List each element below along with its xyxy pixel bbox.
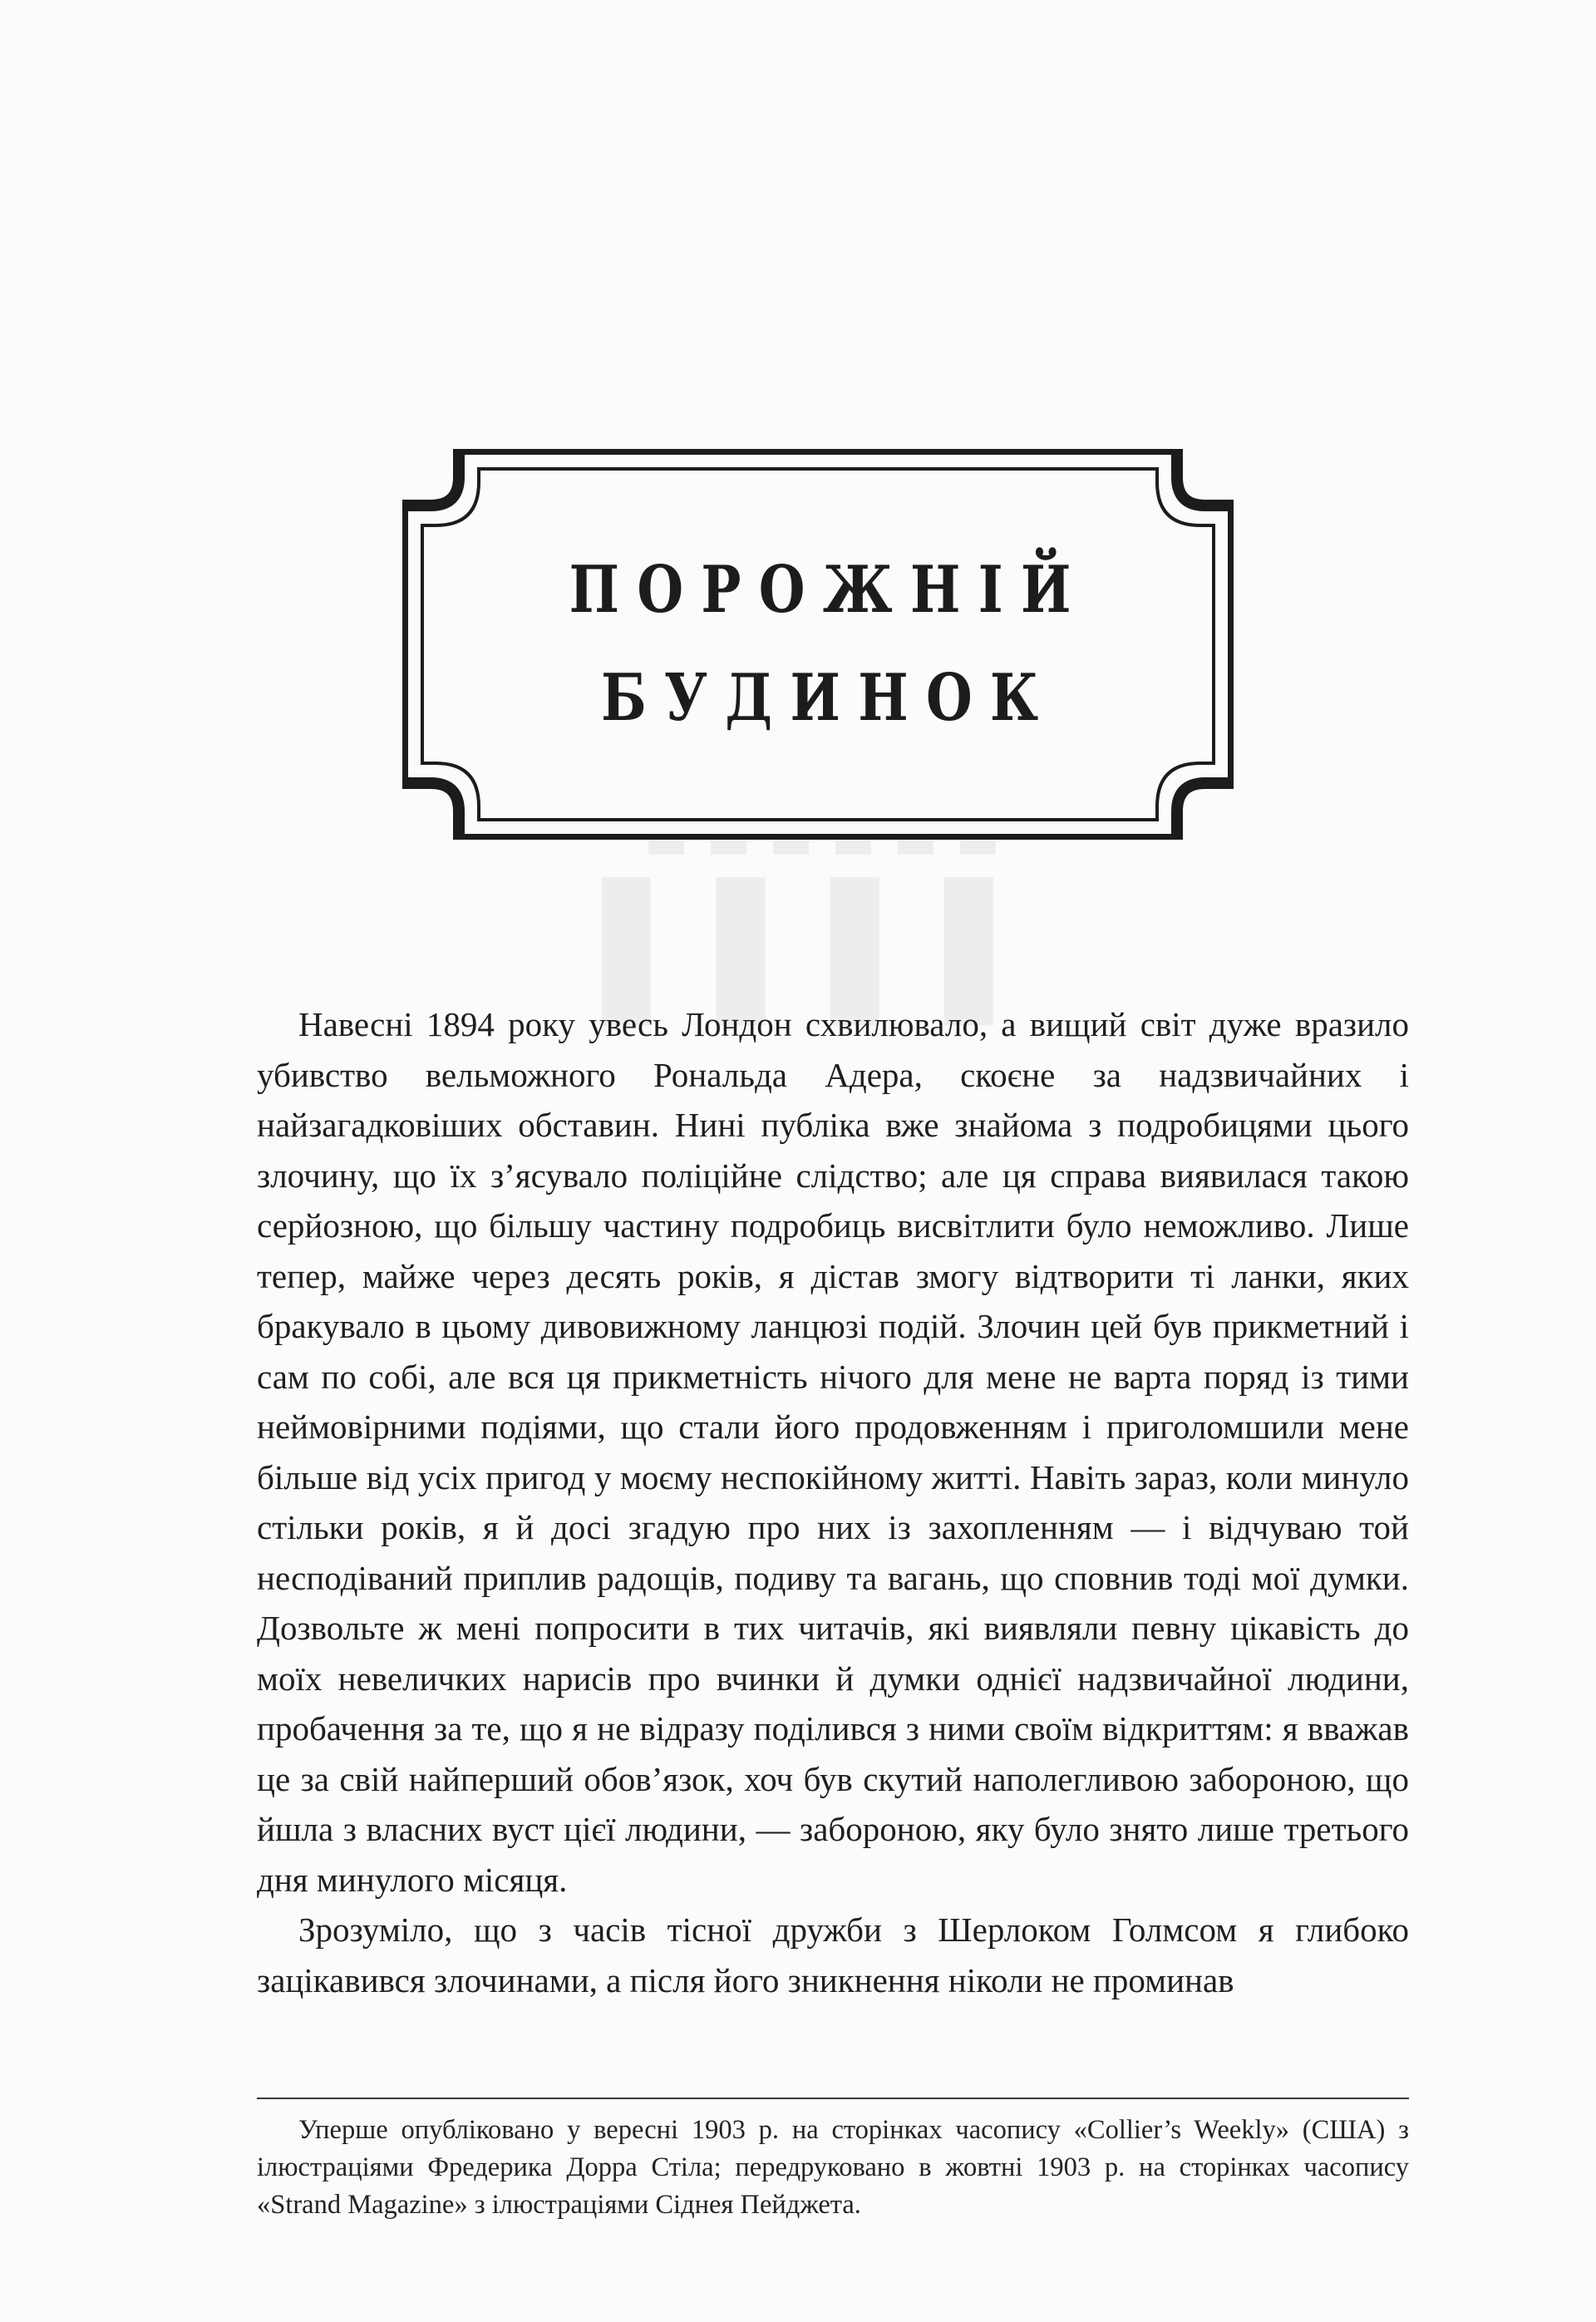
footnote: Уперше опубліковано у вересні 1903 р. на сторінках часопису «Collier’s Weekly» (США) з ілюстраціями Фредерика Дорра Стіла; передруковано в жовтні 1903 р. на сторінках часопису «Strand Magazine» з ілюстраціями Сіднея Пейджета. (257, 2115, 1409, 2220)
chapter-title-frame (402, 449, 1234, 840)
paragraph-1: Навесні 1894 року увесь Лондон схвилювало, а вищий світ дуже вразило убивство вельможного Рональда Адера, скоєне за надзвичайних і найзагадковіших обставин. Нині публіка вже знайома з подробицями цього злочину, що їх з’ясувало поліційне слідство; але ця справа виявилася такою серйозною, що більшу частину подробиць висвітлити було неможливо. Лише тепер, майже через десять років, я дістав змогу відтворити ті ланки, яких бракувало в цьому дивовижному ланцюзі подій. Злочин цей був прикметний і сам по собі, але вся ця прикметність нічого для мене не варта поряд із тими неймовірними подіями, що стали його продовженням і приголомшили мене більше від усіх пригод у моєму неспокійному житті. Навіть зараз, коли минуло стільки років, я й досі згадую про них із захопленням — і відчуваю той несподіваний приплив радощів, подиву та вагань, що сповнив тоді мої думки. Дозвольте ж мені попросити в тих читачів, які виявляли певну цікавість до моїх невеличких нарисів про вчинки й думки однієї надзвичайної людини, пробачення за те, що я не відразу поділився з ними своїм відкриттям: я вважав це за свій найперший обов’язок, хоч був скутий наполегливою забороною, що йшла з власних вуст цієї людини, — забороною, яку було знято лише третього дня минулого місяця. (257, 1005, 1409, 1899)
show-through-shadow: ▬▬▬▬▬▬ ▌▌▌▌ (603, 815, 1060, 1024)
footnote-divider (257, 2098, 1409, 2099)
chapter-title (402, 449, 1234, 840)
chapter-body (257, 999, 1409, 2005)
title-line-1: ПОРОЖНІЙ (569, 552, 1089, 628)
title-line-2: БУДИНОК (601, 660, 1057, 736)
paragraph-2: Зрозуміло, що з часів тісної дружби з Шерлоком Голмсом я глибоко зацікавився злочинами, а після його зникнення ніколи не проминав (257, 1910, 1409, 1999)
